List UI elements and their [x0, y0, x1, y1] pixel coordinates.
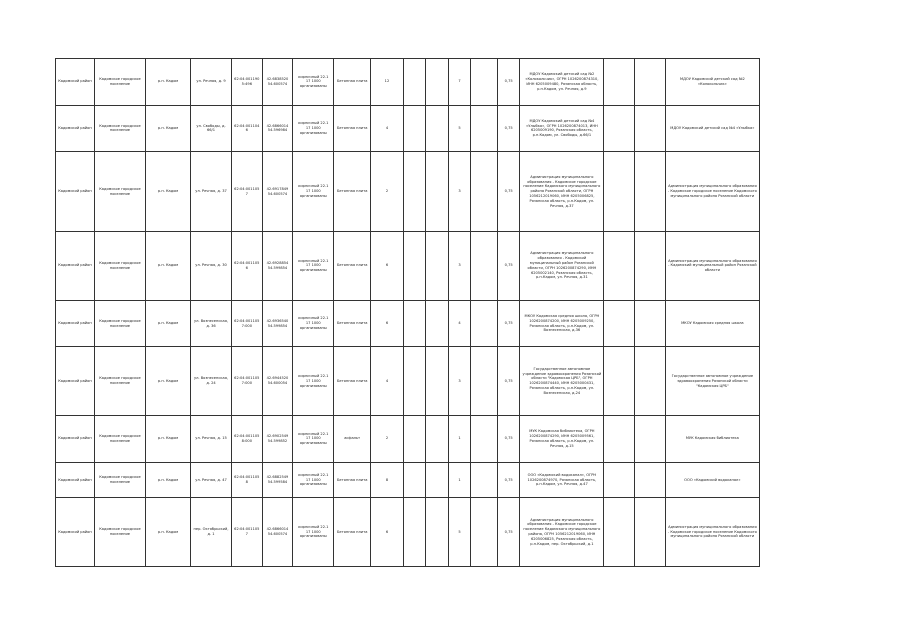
volume-cell: 0,75: [497, 347, 520, 416]
owner-cell: Администрация муниципального образования - Кадомское городское поселение Кадомского муниципального района, ОГРН 1056212019060, ИНН 6205006825, Рязанская область, р.п.Кадом, пер. Октябрьский, д.1: [520, 498, 604, 567]
surface-cell: Бетонная плита: [334, 347, 371, 416]
empty-cell: [604, 347, 635, 416]
table-row: [56, 152, 760, 232]
area-cell: кирпичный 22.1 17 1000 организованы: [293, 416, 334, 463]
surface-cell: Бетонная плита: [334, 105, 371, 152]
empty-cell: [471, 152, 498, 232]
coords-cell: 42.6936540 54.599854: [262, 300, 293, 347]
empty-cell: [471, 498, 498, 567]
volume-cell: 0,75: [497, 59, 520, 106]
cadastral-cell: 62:04:0011046: [231, 105, 262, 152]
surface-cell: асфальт: [334, 416, 371, 463]
empty-cell: [403, 416, 426, 463]
empty-cell: [471, 416, 498, 463]
district-cell: Кадомский район: [56, 462, 95, 498]
locality-cell: р.п. Кадом: [146, 416, 191, 463]
empty-cell: [426, 232, 449, 301]
empty-cell: [403, 105, 426, 152]
address-cell: ул. Речная, д. 47: [191, 462, 232, 498]
empty-cell: [471, 59, 498, 106]
address-cell: ул. Речная, д. 37: [191, 152, 232, 232]
locality-cell: р.п. Кадом: [146, 105, 191, 152]
empty-cell: [471, 347, 498, 416]
district-cell: Кадомский район: [56, 59, 95, 106]
area-cell: кирпичный 22.1 17 1000 организованы: [293, 300, 334, 347]
coords-cell: 42.6917849 54.600574: [262, 152, 293, 232]
owner-cell: МДОУ Кадомский детский сад №2 «Колокольчик», ОГРН 1026200874310, ИНН 6205009480, Рязанская область, р.п.Кадом, ул. Речная, д.9: [520, 59, 604, 106]
coords-cell: 42.6866014 54.600574: [262, 498, 293, 567]
volume-cell: 0,75: [497, 105, 520, 152]
cadastral-cell: 62:04:0011057:000: [231, 347, 262, 416]
empty-cell: [604, 105, 635, 152]
area-cell: кирпичный 22.1 17 1000 организованы: [293, 462, 334, 498]
empty-cell: [471, 105, 498, 152]
address-cell: ул. Речная, д. 15: [191, 416, 232, 463]
table-row: [56, 232, 760, 301]
area-cell: кирпичный 22.1 17 1000 организованы: [293, 152, 334, 232]
count-cell: 6: [371, 498, 404, 567]
source-cell: Администрация муниципального образования - Кадомский муниципальный район Рязанской области: [665, 232, 759, 301]
area-cell: кирпичный 22.1 17 1000 организованы: [293, 59, 334, 106]
empty-cell: [471, 462, 498, 498]
settlement-cell: Кадомское городское поселение: [94, 347, 145, 416]
count-cell: 8: [371, 462, 404, 498]
coords-cell: 42.6866014 54.596984: [262, 105, 293, 152]
empty-cell: [635, 416, 666, 463]
volume-cell: 0,75: [497, 462, 520, 498]
cadastral-cell: 62:04:0011057:000: [231, 300, 262, 347]
surface-cell: Бетонная плита: [334, 152, 371, 232]
owner-cell: Администрация муниципального образования - Кадомский муниципальный район Рязанской области, ОГРН 1026200874290, ИНН 6205002140, Рязанская область, р.п.Кадом, ул. Речная, д.31: [520, 232, 604, 301]
settlement-cell: Кадомское городское поселение: [94, 232, 145, 301]
count2-cell: 3: [448, 152, 471, 232]
table-row: [56, 105, 760, 152]
count-cell: 12: [371, 59, 404, 106]
source-cell: МДОУ Кадомский детский сад №2 «Колокольчик»: [665, 59, 759, 106]
empty-cell: [604, 462, 635, 498]
district-cell: Кадомский район: [56, 300, 95, 347]
volume-cell: 0,75: [497, 232, 520, 301]
settlement-cell: Кадомское городское поселение: [94, 462, 145, 498]
volume-cell: 0,75: [497, 300, 520, 347]
area-cell: кирпичный 22.1 17 1000 организованы: [293, 498, 334, 567]
empty-cell: [604, 152, 635, 232]
count-cell: 4: [371, 347, 404, 416]
empty-cell: [471, 232, 498, 301]
empty-cell: [635, 498, 666, 567]
empty-cell: [426, 498, 449, 567]
count2-cell: 5: [448, 498, 471, 567]
count2-cell: 1: [448, 462, 471, 498]
empty-cell: [426, 59, 449, 106]
district-cell: Кадомский район: [56, 347, 95, 416]
locality-cell: р.п. Кадом: [146, 300, 191, 347]
coords-cell: 42.6928854 54.599854: [262, 232, 293, 301]
source-cell: МУК Кадомская библиотека: [665, 416, 759, 463]
source-cell: Администрация муниципального образования - Кадомское городское поселение Кадомского муниципального района Рязанской области: [665, 498, 759, 567]
owner-cell: МДОУ Кадомский детский сад №4 «Улыбка», ОГРН 1026200874013, ИНН 6205009190, Рязанская область, р.п.Кадом, ул. Свободы, д.66/1: [520, 105, 604, 152]
cadastral-cell: 62:04:0011056: [231, 232, 262, 301]
empty-cell: [403, 462, 426, 498]
surface-cell: Бетонная плита: [334, 498, 371, 567]
surface-cell: Бетонная плита: [334, 462, 371, 498]
count-cell: 6: [371, 232, 404, 301]
owner-cell: ООО «Кадомский водоканал», ОГРН 1026200874970, Рязанская область, р.п.Кадом, ул. Речная, д.47: [520, 462, 604, 498]
empty-cell: [426, 300, 449, 347]
count-cell: 4: [371, 105, 404, 152]
empty-cell: [635, 347, 666, 416]
empty-cell: [635, 59, 666, 106]
empty-cell: [635, 462, 666, 498]
empty-cell: [403, 300, 426, 347]
empty-cell: [403, 59, 426, 106]
settlement-cell: Кадомское городское поселение: [94, 300, 145, 347]
count2-cell: 5: [448, 105, 471, 152]
locality-cell: р.п. Кадом: [146, 59, 191, 106]
volume-cell: 0,75: [497, 498, 520, 567]
address-cell: ул. Речная, д. 9: [191, 59, 232, 106]
settlement-cell: Кадомское городское поселение: [94, 498, 145, 567]
district-cell: Кадомский район: [56, 416, 95, 463]
volume-cell: 0,75: [497, 416, 520, 463]
count2-cell: 7: [448, 59, 471, 106]
owner-cell: Администрация муниципального образования - Кадомское городское поселение Кадомского муниципального района Рязанской области, ОГРН 1056212019060, ИНН 6205006825, Рязанская область, р.п.Кадом, ул. Речная, д.37: [520, 152, 604, 232]
table-row: [56, 462, 760, 498]
cadastral-cell: 62:04:0011058: [231, 462, 262, 498]
area-cell: кирпичный 22.1 17 1000 организованы: [293, 105, 334, 152]
count-cell: 2: [371, 416, 404, 463]
cadastral-cell: 62:04:0011057: [231, 152, 262, 232]
source-cell: Администрация муниципального образования - Кадомское городское поселение Кадомского муниципального района Рязанской области: [665, 152, 759, 232]
locality-cell: р.п. Кадом: [146, 462, 191, 498]
count2-cell: 4: [448, 300, 471, 347]
table-row: [56, 498, 760, 567]
empty-cell: [604, 498, 635, 567]
district-cell: Кадомский район: [56, 498, 95, 567]
settlement-cell: Кадомское городское поселение: [94, 416, 145, 463]
table-row: [56, 416, 760, 463]
cadastral-cell: 62:04:0011058:000: [231, 416, 262, 463]
count2-cell: 1: [448, 416, 471, 463]
empty-cell: [604, 300, 635, 347]
address-cell: ул. Свободы, д. 66/1: [191, 105, 232, 152]
coords-cell: 42.6882549 54.599584: [262, 462, 293, 498]
source-cell: МДОУ Кадомский детский сад №4 «Улыбка»: [665, 105, 759, 152]
empty-cell: [604, 232, 635, 301]
empty-cell: [635, 105, 666, 152]
table-row: [56, 300, 760, 347]
settlement-cell: Кадомское городское поселение: [94, 59, 145, 106]
empty-cell: [426, 105, 449, 152]
area-cell: кирпичный 22.1 17 1000 организованы: [293, 347, 334, 416]
surface-cell: Бетонная плита: [334, 300, 371, 347]
empty-cell: [403, 498, 426, 567]
coords-cell: 42.6838520 54.600574: [262, 59, 293, 106]
register-table: [55, 58, 760, 567]
empty-cell: [471, 300, 498, 347]
district-cell: Кадомский район: [56, 105, 95, 152]
source-cell: Государственное автономное учреждение здравоохранения Рязанской области "Кадомская ЦРБ": [665, 347, 759, 416]
cadastral-cell: 62:04:0011057: [231, 498, 262, 567]
address-cell: пер. Октябрьский, д. 1: [191, 498, 232, 567]
cadastral-cell: 62:04:0011905:496: [231, 59, 262, 106]
count2-cell: 3: [448, 232, 471, 301]
empty-cell: [403, 232, 426, 301]
address-cell: ул. Речная, д. 30: [191, 232, 232, 301]
surface-cell: Бетонная плита: [334, 232, 371, 301]
table-row: [56, 347, 760, 416]
area-cell: кирпичный 22.1 17 1000 организованы: [293, 232, 334, 301]
empty-cell: [604, 59, 635, 106]
coords-cell: 42.6944520 54.600054: [262, 347, 293, 416]
empty-cell: [426, 347, 449, 416]
address-cell: ул. Вознесенская, д. 24: [191, 347, 232, 416]
owner-cell: Государственное автономное учреждение здравоохранения Рязанской области "Кадомская ЦРБ", ОГРН 1026200874440, ИНН 6205000431, Рязанская область, р.п.Кадом, ул. Вознесенская, д.24: [520, 347, 604, 416]
district-cell: Кадомский район: [56, 152, 95, 232]
source-cell: ООО «Кадомский водоканал»: [665, 462, 759, 498]
locality-cell: р.п. Кадом: [146, 232, 191, 301]
settlement-cell: Кадомское городское поселение: [94, 152, 145, 232]
count2-cell: 3: [448, 347, 471, 416]
count-cell: 2: [371, 152, 404, 232]
owner-cell: МКОУ Кадомская средняя школа, ОГРН 1026200874200, ИНН 6205009250, Рязанская область, р.п.Кадом, ул. Вознесенская, д.36: [520, 300, 604, 347]
empty-cell: [635, 300, 666, 347]
empty-cell: [635, 232, 666, 301]
source-cell: МКОУ Кадомская средняя школа: [665, 300, 759, 347]
district-cell: Кадомский район: [56, 232, 95, 301]
locality-cell: р.п. Кадом: [146, 152, 191, 232]
empty-cell: [426, 462, 449, 498]
surface-cell: Бетонная плита: [334, 59, 371, 106]
empty-cell: [403, 152, 426, 232]
empty-cell: [426, 416, 449, 463]
volume-cell: 0,75: [497, 152, 520, 232]
address-cell: ул. Вознесенская, д. 36: [191, 300, 232, 347]
locality-cell: р.п. Кадом: [146, 347, 191, 416]
owner-cell: МУК Кадомская библиотека, ОГРН 1026200874290, ИНН 6205009561, Рязанская область, р.п.Кадом, ул. Речная, д.15: [520, 416, 604, 463]
locality-cell: р.п. Кадом: [146, 498, 191, 567]
coords-cell: 42.6902549 54.599852: [262, 416, 293, 463]
empty-cell: [635, 152, 666, 232]
table-row: [56, 59, 760, 106]
settlement-cell: Кадомское городское поселение: [94, 105, 145, 152]
empty-cell: [426, 152, 449, 232]
count-cell: 6: [371, 300, 404, 347]
empty-cell: [403, 347, 426, 416]
empty-cell: [604, 416, 635, 463]
